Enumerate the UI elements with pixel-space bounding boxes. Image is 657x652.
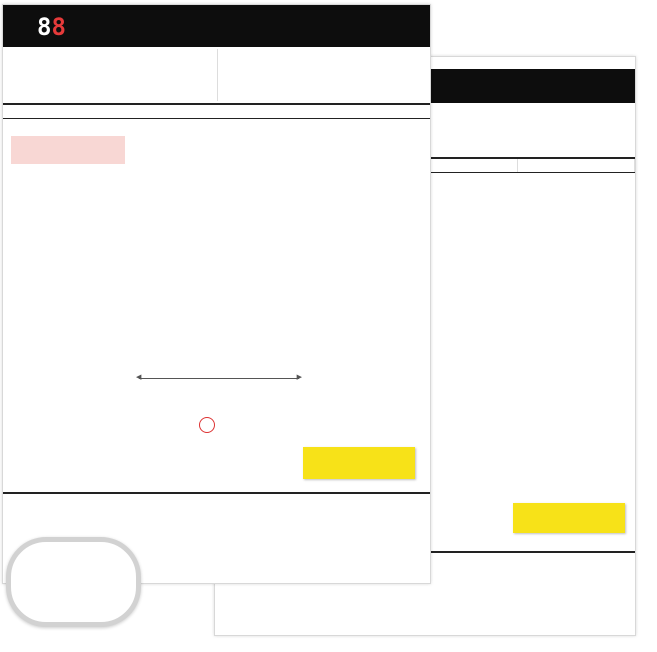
pink-sticky-note [11,136,125,164]
habit-tracker [3,492,430,494]
back-sticky-note [513,503,625,533]
front-header-bar [3,5,430,47]
back-weekday-saturday [518,159,635,172]
date-30-circle [199,417,215,433]
weekday-header [3,103,430,119]
mt-range-arrow [139,378,299,379]
memo-divider [217,49,218,101]
calendar-grid [3,119,430,489]
logo-88: 8 8 [37,13,66,41]
front-planner-sheet [2,4,431,584]
quantity-badge [6,537,141,627]
sticky-note [303,447,415,479]
